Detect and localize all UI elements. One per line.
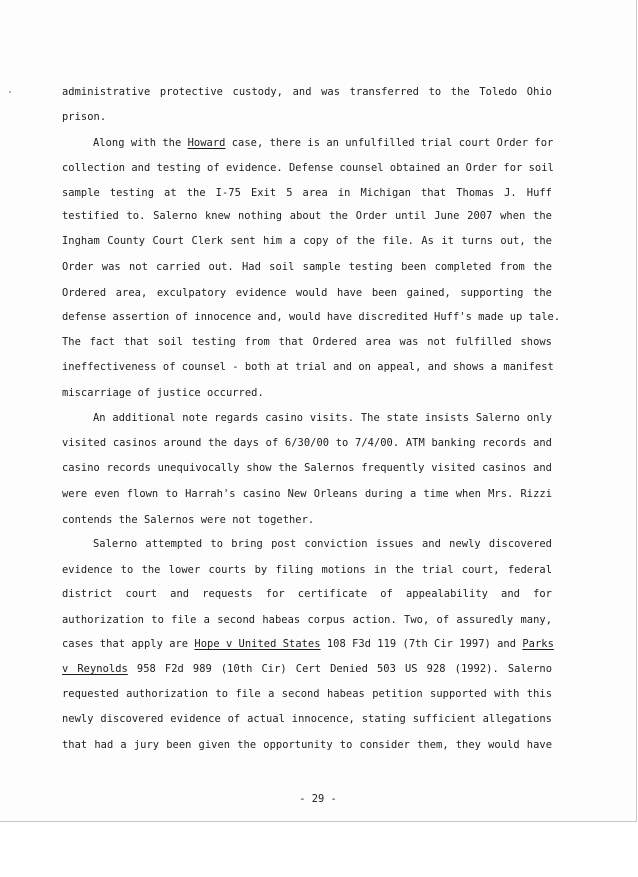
- text-line: that had a jury been given the opportunity to consider them, they would have: [62, 739, 552, 751]
- text-line: v Reynolds 958 F2d 989 (10th Cir) Cert Denied 503 US 928 (1992). Salerno: [62, 663, 552, 675]
- text-line: Order was not carried out. Had soil sample testing been completed from the: [62, 261, 552, 273]
- text-line: cases that apply are Hope v United States 108 F3d 119 (7th Cir 1997) and Parks: [62, 638, 554, 650]
- page-number: - 29 -: [299, 793, 337, 805]
- text-line: visited casinos around the days of 6/30/00 to 7/4/00. ATM banking records and: [62, 437, 552, 449]
- text-line: were even flown to Harrah's casino New Orleans during a time when Mrs. Rizzi: [62, 488, 552, 500]
- text-line: Ingham County Court Clerk sent him a copy of the file. As it turns out, the: [62, 235, 552, 247]
- text-line: ineffectiveness of counsel - both at trial and on appeal, and shows a manifest: [62, 361, 554, 373]
- text-line: defense assertion of innocence and, would have discredited Huff's made up tale.: [62, 311, 561, 323]
- underlined-citation: Hope v United States: [194, 638, 321, 650]
- scan-speck: [9, 91, 11, 93]
- text-line: collection and testing of evidence. Defense counsel obtained an Order for soil: [62, 162, 554, 174]
- text-line: administrative protective custody, and was transferred to the Toledo Ohio: [62, 86, 552, 98]
- text-line: An additional note regards casino visits. The state insists Salerno only: [93, 412, 552, 424]
- text-line: Salerno attempted to bring post conviction issues and newly discovered: [93, 538, 552, 550]
- underlined-citation: Howard: [187, 137, 226, 149]
- text-line: contends the Salernos were not together.: [62, 514, 315, 526]
- underlined-citation: Parks: [522, 638, 554, 650]
- text-line: district court and requests for certificate of appealability and for: [62, 588, 552, 600]
- text-line: newly discovered evidence of actual innocence, stating sufficient allegations: [62, 713, 552, 725]
- text-line: authorization to file a second habeas corpus action. Two, of assuredly many,: [62, 614, 552, 626]
- text-line: The fact that soil testing from that Ordered area was not fulfilled shows: [62, 336, 552, 348]
- text-line: prison.: [62, 111, 107, 123]
- text-line: Along with the Howard case, there is an unfulfilled trial court Order for: [93, 137, 554, 149]
- text-line: casino records unequivocally show the Salernos frequently visited casinos and: [62, 462, 552, 474]
- text-line: sample testing at the I-75 Exit 5 area in Michigan that Thomas J. Huff: [62, 187, 552, 199]
- text-line: Ordered area, exculpatory evidence would have been gained, supporting the: [62, 287, 552, 299]
- underlined-citation: v Reynolds: [62, 663, 128, 675]
- text-line: miscarriage of justice occurred.: [62, 387, 264, 399]
- text-line: testified to. Salerno knew nothing about the Order until June 2007 when the: [62, 210, 552, 222]
- text-line: requested authorization to file a second habeas petition supported with this: [62, 688, 552, 700]
- text-line: evidence to the lower courts by filing motions in the trial court, federal: [62, 564, 552, 576]
